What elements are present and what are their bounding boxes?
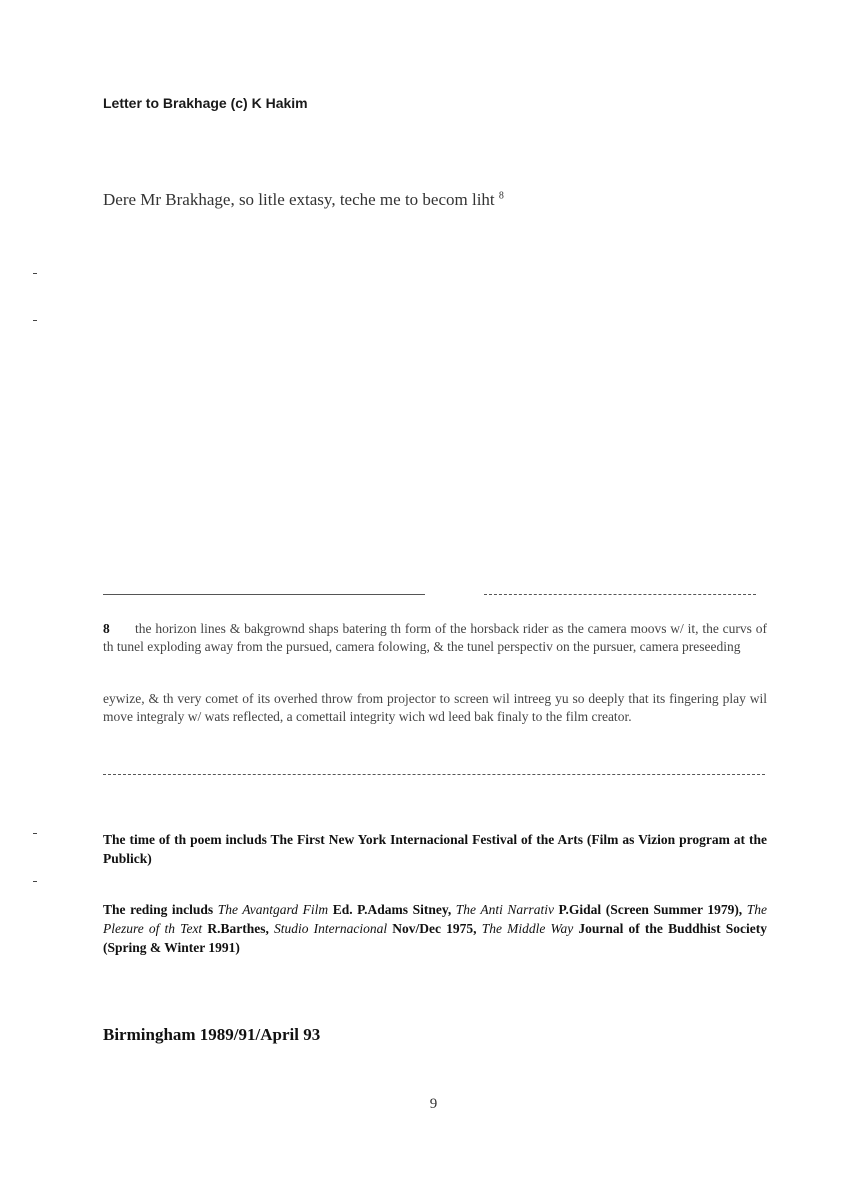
reading-author: P.Gidal (Screen Summer 1979), xyxy=(553,902,747,917)
reading-title: The Plezure of th Text xyxy=(103,902,768,936)
footnote-paragraph-1 xyxy=(103,620,767,656)
footnote-ref: 8 xyxy=(498,190,504,202)
footnote-text-1: the horizon lines & bakgrownd shaps batering th form of the horsback rider as the camera moovs w/ it, the curvs of th tunel exploding away from the pursued, camera folowing, & the tunel perspectiv on the pursuer, camera preseeding xyxy=(103,621,767,654)
letter-title xyxy=(103,190,504,210)
footnote-rule-left xyxy=(103,594,425,595)
document-header: Letter to Brakhage (c) K Hakim xyxy=(103,95,308,111)
reading-list xyxy=(103,900,767,957)
margin-mark xyxy=(33,833,37,834)
reading-title: The Anti Narrativ xyxy=(455,902,554,917)
page-number: 9 xyxy=(429,1096,438,1112)
reading-title: The Avantgard Film xyxy=(217,902,329,917)
reading-author: Ed. P.Adams Sitney, xyxy=(328,902,456,917)
footnote-rule-right xyxy=(484,594,756,595)
poem-time-note: The time of th poem includs The First New York Internacional Festival of the Arts (Film as Vizion program at the Publick) xyxy=(103,832,767,866)
reading-date: Nov/Dec 1975, xyxy=(387,921,482,936)
title-text: Dere Mr Brakhage, so litle extasy, teche me to becom liht xyxy=(103,190,499,209)
footnote-paragraph-2: eywize, & th very comet of its overhed throw from projector to screen wil intreeg yu so deeply that its fingering play wil move integraly w/ wats reflected, a comettail integrity wich wd leed bak finaly to the film creator. xyxy=(103,691,767,724)
margin-mark xyxy=(33,320,37,321)
place-date: Birmingham 1989/91/April 93 xyxy=(103,1025,321,1044)
section-divider xyxy=(103,774,765,775)
reading-source: Journal of the Buddhist Society (Spring & Winter 1991) xyxy=(103,921,767,955)
reading-author: R.Barthes, xyxy=(202,921,274,936)
reading-title: Studio Internacional xyxy=(273,921,388,936)
margin-mark xyxy=(33,273,37,274)
margin-mark xyxy=(33,881,37,882)
reading-intro: The reding includs xyxy=(103,902,218,917)
reading-title: The Middle Way xyxy=(481,921,574,936)
footnote-number: 8 xyxy=(103,621,110,636)
